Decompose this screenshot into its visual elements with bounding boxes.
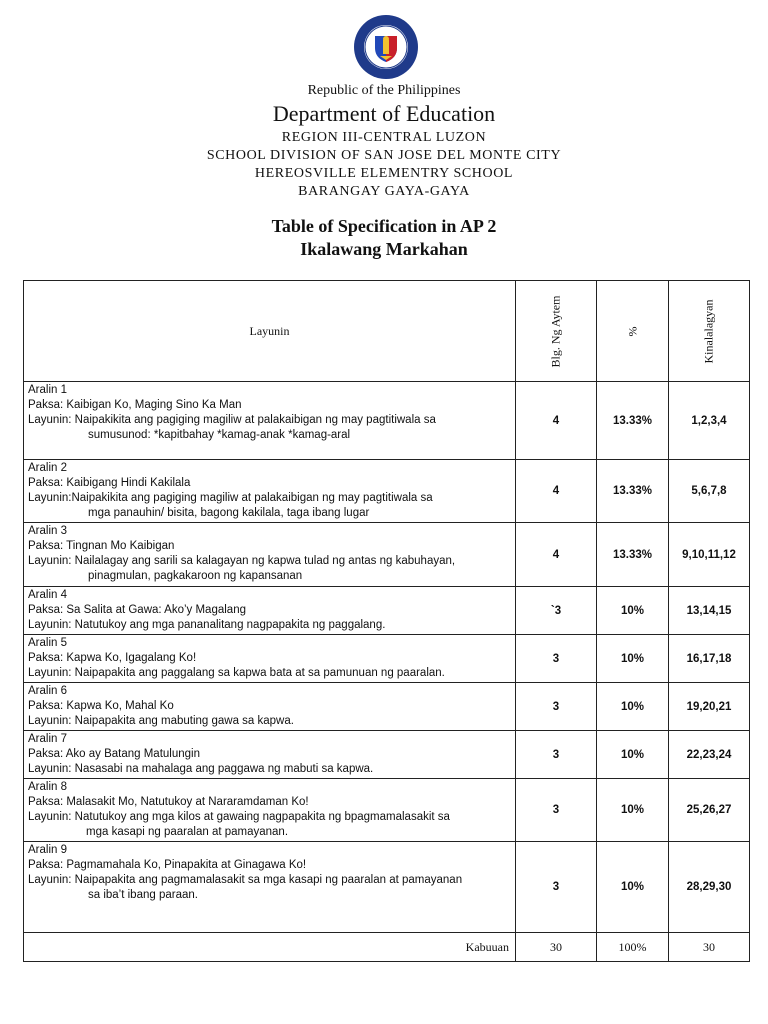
objective-cell: Aralin 9 Paksa: Pagmamahala Ko, Pinapakita at Ginagawa Ko! Layunin: Naipapakita ang pagmamalasakit sa mga kasapi ng paaralan at pamayanan sa iba’t ibang paraan. [24,842,516,933]
objective-cell: Aralin 6 Paksa: Kapwa Ko, Mahal Ko Layunin: Naipapakita ang mabuting gawa sa kapwa. [24,683,516,731]
objective-cell: Aralin 1 Paksa: Kaibigan Ko, Maging Sino Ka Man Layunin: Naipakikita ang pagiging magiliw at palakaibigan ng may pagtitiwala sa sumusunod: *kapitbahay *kamag-anak *kamag-aral [24,382,516,460]
items-cell: 3 [516,779,597,842]
objective-cell: Aralin 3 Paksa: Tingnan Mo Kaibigan Layunin: Nailalagay ang sarili sa kalagayan ng kapwa tulad ng antas ng kabuhayan, pinagmulan, pagkakaroon ng kapansanan [24,523,516,587]
objective-cell: Aralin 4 Paksa: Sa Salita at Gawa: Ako’y Magalang Layunin: Natutukoy ang mga pananalitang nagpapakita ng paggalang. [24,587,516,635]
republic-line: Republic of the Philippines [307,83,461,98]
table-row [24,523,750,587]
header-layunin: Layunin [24,281,516,382]
location-cell: 25,26,27 [669,779,750,842]
percent-cell: 10% [597,635,669,683]
header-location: Kinalalagyan [669,281,750,382]
location-cell: 16,17,18 [669,635,750,683]
objective-cell: Aralin 5 Paksa: Kapwa Ko, Igagalang Ko! Layunin: Naipapakita ang paggalang sa kapwa bata at sa pamunuan ng paaralan. [24,635,516,683]
department-title: Department of Education [272,101,496,126]
percent-cell: 10% [597,683,669,731]
table-row [24,683,750,731]
items-cell: 4 [516,523,597,587]
table-row [24,382,750,460]
division-line: SCHOOL DIVISION OF SAN JOSE DEL MONTE CITY [206,148,562,163]
school-line: HEREOSVILLE ELEMENTRY SCHOOL [254,166,514,181]
header-percent: % [597,281,669,382]
location-cell: 28,29,30 [669,842,750,933]
items-cell: `3 [516,587,597,635]
items-cell: 3 [516,683,597,731]
objective-cell: Aralin 2 Paksa: Kaibigang Hindi Kakilala Layunin:Naipakikita ang pagiging magiliw at palakaibigan ng may pagtitiwala sa mga panauhin/ bisita, bagong kakilala, taga ibang lugar [24,460,516,523]
region-line: REGION III-CENTRAL LUZON [281,130,487,145]
document-subtitle: Ikalawang Markahan [300,239,468,259]
table-row [24,779,750,842]
percent-cell: 10% [597,587,669,635]
total-percent: 100% [597,933,669,962]
table-row [24,842,750,933]
percent-cell: 13.33% [597,523,669,587]
location-cell: 13,14,15 [669,587,750,635]
location-cell: 22,23,24 [669,731,750,779]
total-items: 30 [516,933,597,962]
percent-cell: 13.33% [597,460,669,523]
location-cell: 19,20,21 [669,683,750,731]
location-cell: 1,2,3,4 [669,382,750,460]
percent-cell: 10% [597,842,669,933]
items-cell: 3 [516,731,597,779]
barangay-line: BARANGAY GAYA-GAYA [298,184,470,199]
document-title: Table of Specification in AP 2 [271,216,497,236]
total-row [24,933,750,962]
percent-cell: 10% [597,731,669,779]
percent-cell: 13.33% [597,382,669,460]
total-location: 30 [669,933,750,962]
table-row [24,635,750,683]
specification-table [23,280,750,962]
items-cell: 3 [516,635,597,683]
table-row [24,587,750,635]
items-cell: 4 [516,382,597,460]
objective-cell: Aralin 7 Paksa: Ako ay Batang Matulungin Layunin: Nasasabi na mahalaga ang paggawa ng mabuti sa kapwa. [24,731,516,779]
items-cell: 3 [516,842,597,933]
objective-cell: Aralin 8 Paksa: Malasakit Mo, Natutukoy at Nararamdaman Ko! Layunin: Natutukoy ang mga kilos at gawaing nagpapakita ng bpagmamalasakit sa mga kasapi ng paaralan at pamayanan. [24,779,516,842]
table-row [24,460,750,523]
location-cell: 5,6,7,8 [669,460,750,523]
total-label: Kabuuan [24,933,516,962]
percent-cell: 10% [597,779,669,842]
header-items: Blg. Ng Aytem [516,281,597,382]
items-cell: 4 [516,460,597,523]
deped-seal-icon [353,14,419,80]
location-cell: 9,10,11,12 [669,523,750,587]
table-row [24,731,750,779]
